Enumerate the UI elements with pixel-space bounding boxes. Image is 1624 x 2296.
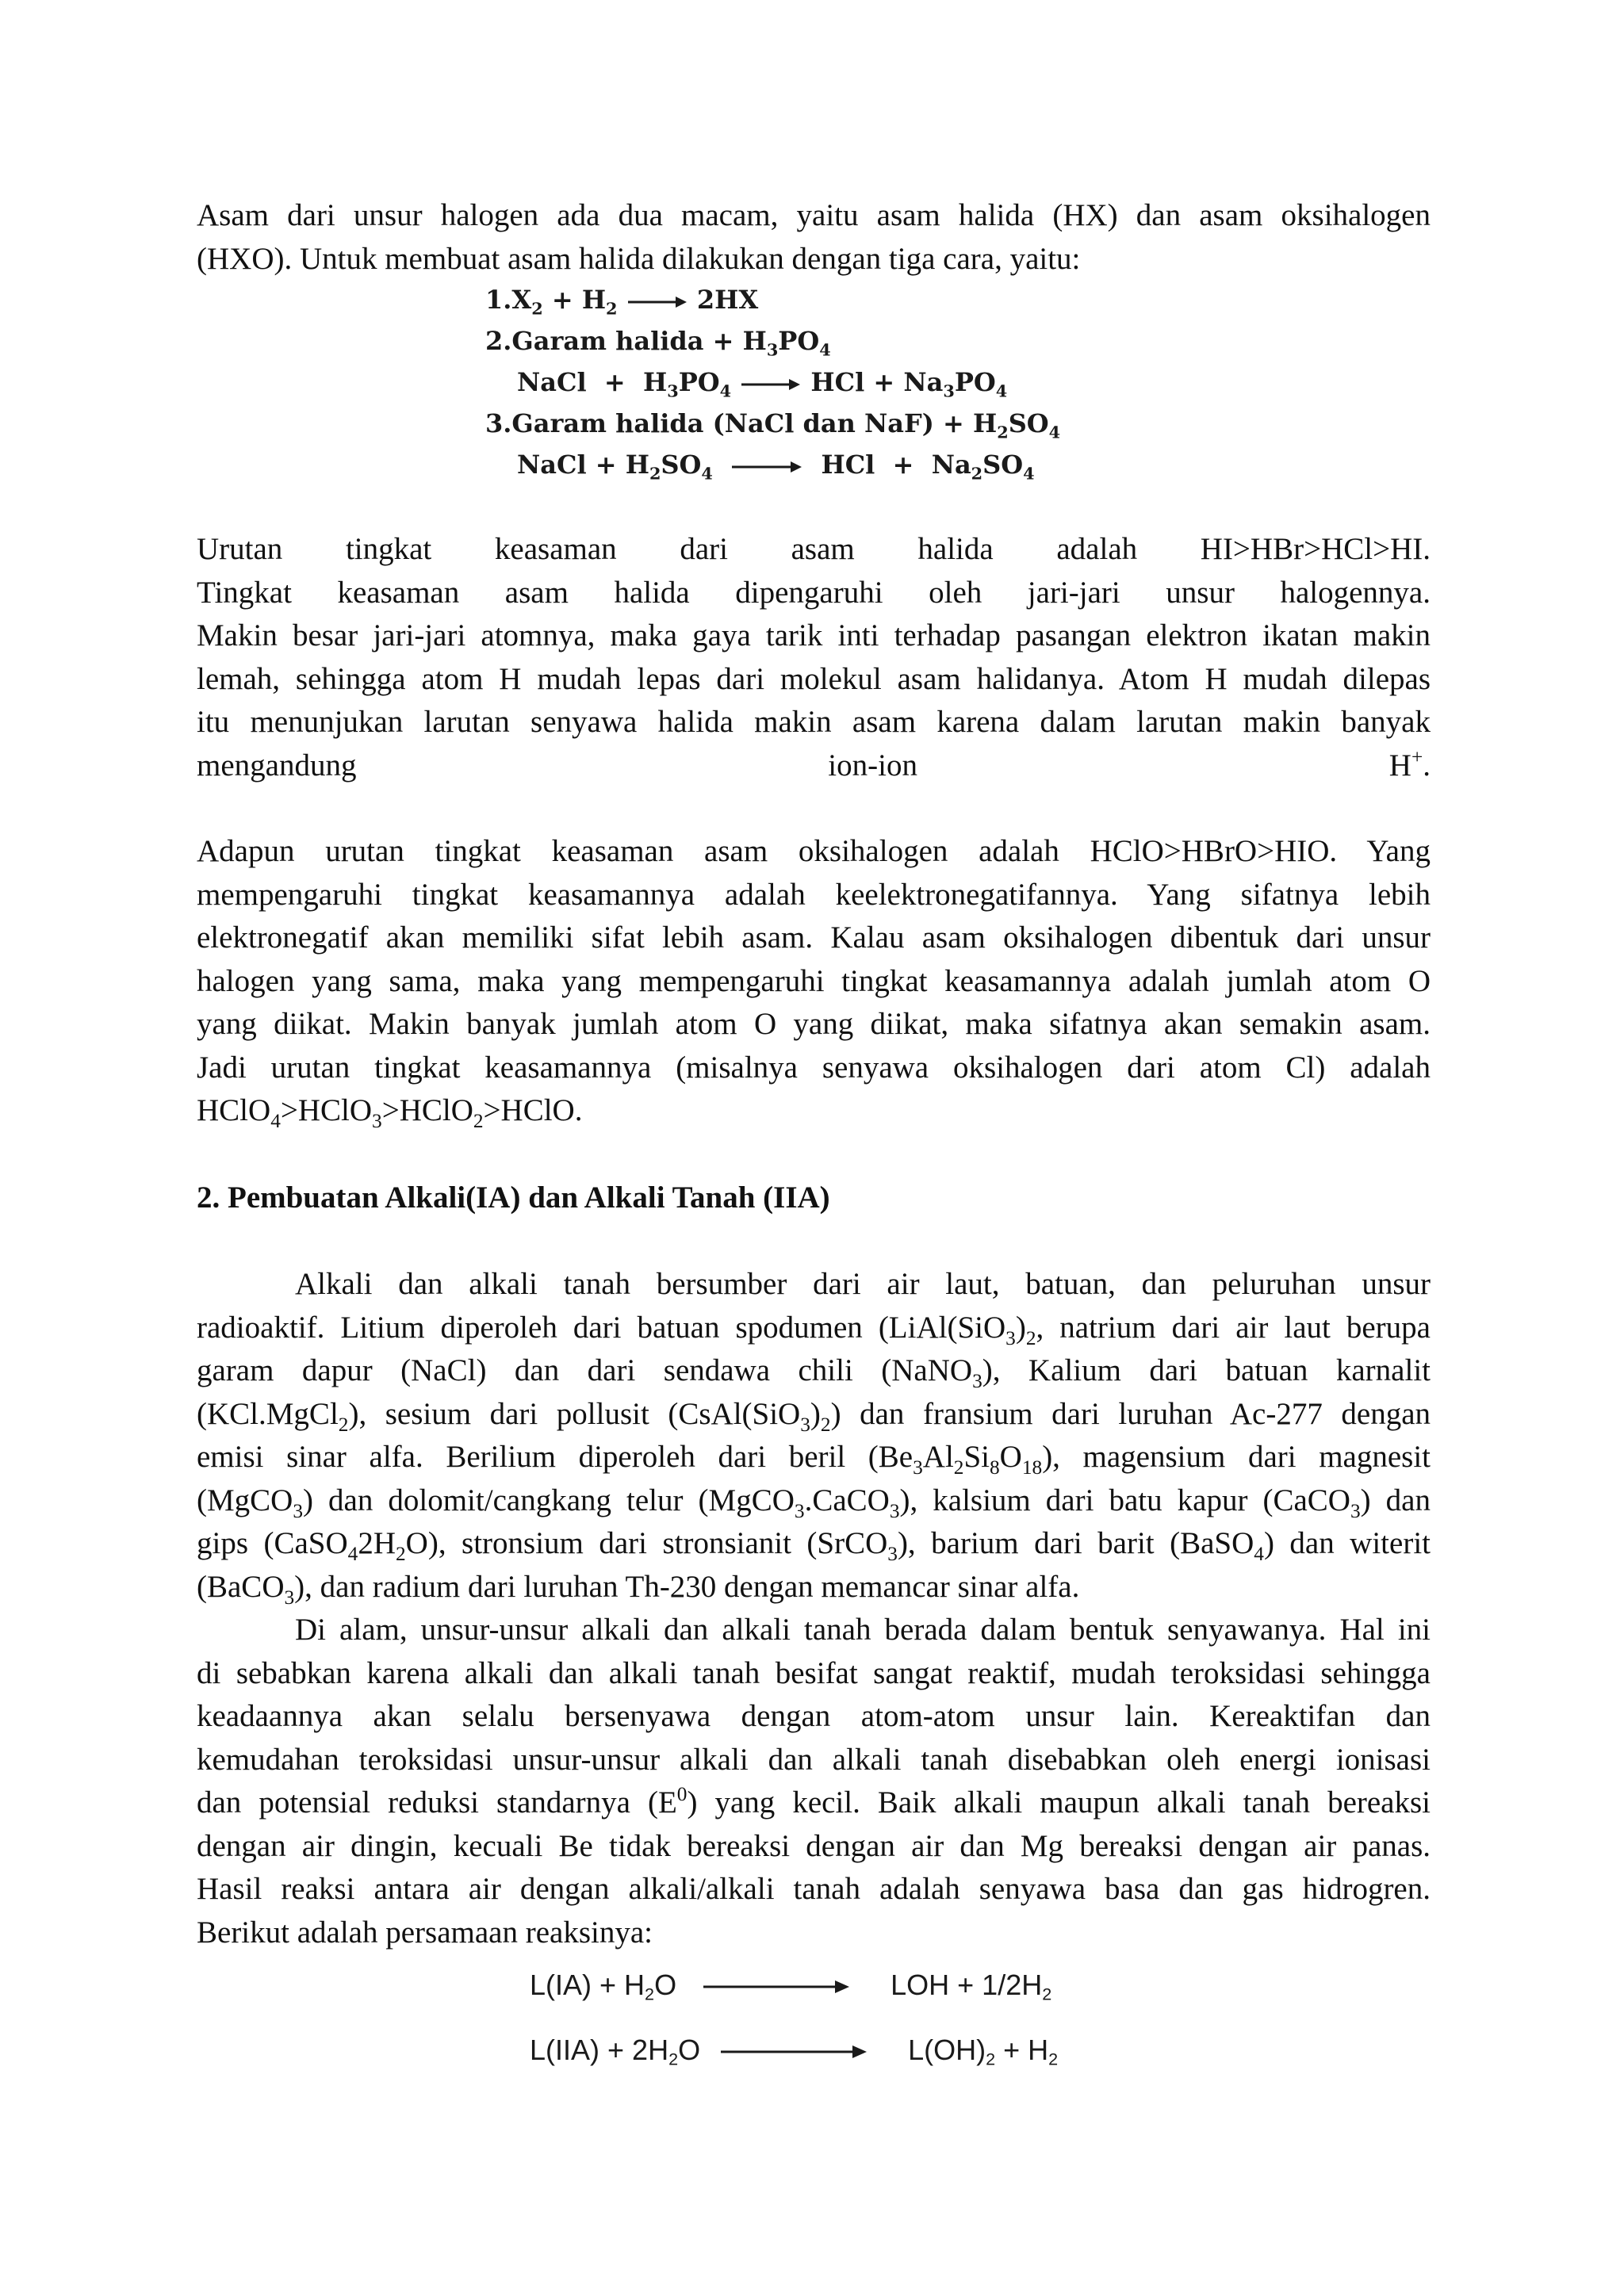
arrow-icon (702, 1977, 851, 1996)
text-segment: L(IA) + H (530, 1969, 645, 2001)
text-segment: dan fransium dari luruhan Ac-277 dengan (841, 1396, 1431, 1431)
text-segment: ) dan (1360, 1483, 1431, 1517)
alkali-1-line-4: (KCl.MgCl$_2$), sesium dari pollusit $(CsAl(SiO_3)_2)$ dan fransium dari luruhan Ac-277 dengan (197, 1396, 1431, 1436)
intro-line-1: Asam dari unsur halogen ada dua macam, yaitu asam halida (HX) dan asam oksihalogen (197, 198, 1431, 232)
section-heading-container (197, 1177, 1431, 1219)
oksi-line-7: HClO$_4$>HClO$_3$>HClO$_2$>HClO. (197, 1093, 583, 1132)
alkali-1-line-3: garam dapur (NaCl) dan dari sendawa chili (NaNO$_3$), Kalium dari batuan karnalit (197, 1353, 1431, 1392)
text-segment: .CaCO (804, 1483, 890, 1517)
alkali-2-line-7: Hasil reaksi antara air dengan alkali/alkali tanah adalah senyawa basa dan gas hidrogren. (197, 1872, 1431, 1906)
nacl-reactant-1: NaCl (517, 367, 587, 397)
h-period: . (1423, 748, 1431, 783)
halide-method-2: 2.Garam halida + $H_3PO_4$ (485, 326, 831, 360)
text-segment: ) yang kecil. Baik alkali maupun alkali tanah bereaksi (687, 1785, 1431, 1820)
text-segment: ), dan radium dari luruhan Th-230 dengan memancar sinar alfa. (294, 1569, 1080, 1604)
text-segment: ), kalsium dari batu kapur (CaCO (899, 1483, 1350, 1517)
method-2-label: 2.Garam halida + (485, 326, 743, 356)
section-heading: 2. Pembuatan Alkali(IA) dan Alkali Tanah (IIA) (197, 1181, 830, 1215)
hcl-product-1: HCl (810, 367, 865, 397)
hcl-product-2: HCl (821, 450, 875, 480)
intro-paragraph (197, 194, 1431, 281)
oksi-line-6: Jadi urutan tingkat keasamannya (misalnya senyawa oksihalogen dari atom Cl) adalah (197, 1050, 1431, 1085)
halida-acidity-paragraph (197, 528, 1431, 787)
h-charge: + (1411, 745, 1423, 768)
method-3-label: 3.Garam halida (NaCl dan NaF) + (485, 408, 973, 438)
text-segment: , natrium dari air laut berupa (1036, 1310, 1431, 1345)
arrow-icon (740, 377, 802, 392)
alkali-2-line-2: di sebabkan karena alkali dan alkali tanah besifat sangat reaktif, mudah teroksidasi sehingga (197, 1655, 1431, 1690)
text-segment: emisi sinar alfa. Berilium diperoleh dari beril (Be (197, 1440, 914, 1474)
reaction-1-reactants: L(IA) + H2O (530, 1969, 677, 2004)
word-h-plus (1388, 745, 1431, 783)
text-segment: 1/2H (982, 1969, 1043, 2001)
alkali-1-line-2: radioaktif. Litium diperoleh dari batuan spodumen ($LiAl(SiO_3)_2$, natrium dari air laut berupa (197, 1310, 1431, 1349)
halida-line-3: Makin besar jari-jari atomnya, maka gaya tarik inti terhadap pasangan elektron ikatan makin (197, 618, 1431, 652)
intro-line-2: (HXO). Untuk membuat asam halida dilakukan dengan tiga cara, yaitu: (197, 241, 1081, 276)
halida-line-1: Urutan tingkat keasaman dari asam halida adalah HI>HBr>HCl>HI. (197, 532, 1431, 566)
halide-method-3-equation: NaCl + $H_2SO_4$ HCl + $Na_2SO_4$ (517, 450, 1035, 484)
arrow-icon (730, 459, 803, 475)
reaction-2-reactants: L(IIA) + 2H2O (530, 2034, 701, 2069)
oksi-line-4: halogen yang sama, maka yang mempengaruhi tingkat keasamannya adalah jumlah atom O (197, 963, 1431, 998)
alkali-sources-paragraph (197, 1263, 1431, 1609)
h-base: H (1388, 748, 1411, 783)
alkali-2-line-8: Berikut adalah persamaan reaksinya: (197, 1915, 653, 1950)
oksi-line-3: elektronegatif akan memiliki sifat lebih asam. Kalau asam oksihalogen dibentuk dari unsur (197, 920, 1431, 955)
text-segment: ), Kalium dari batuan karnalit (982, 1353, 1431, 1387)
halida-line-4: lemah, sehingga atom H mudah lepas dari molekul asam halidanya. Atom H mudah dilepas (197, 661, 1431, 696)
alkali-2-line-5: dan potensial reduksi standarnya $(E^0)$ yang kecil. Baik alkali maupun alkali tanah bereaksi (197, 1782, 1431, 1820)
text-segment: gips (CaSO (197, 1526, 348, 1560)
word-ion-ion: ion-ion (828, 748, 917, 783)
halide-method-2-equation: NaCl + $H_3PO_4$ HCl + $Na_3PO_4$ (517, 367, 1008, 401)
text-segment: ), barium dari barit (BaSO (897, 1526, 1254, 1560)
text-segment: ), sesium dari pollusit (CsAl(SiO (348, 1396, 801, 1431)
text-segment: L(IIA) + 2H (530, 2034, 669, 2066)
halida-line-5: itu menunjukan larutan senyawa halida makin asam karena dalam larutan makin banyak (197, 705, 1431, 739)
alkali-1-line-1: Alkali dan alkali tanah bersumber dari air laut, batuan, dan peluruhan unsur (295, 1267, 1431, 1301)
method-1-number: 1. (485, 285, 512, 315)
arrow-icon (719, 2042, 868, 2061)
oksi-line-2: mempengaruhi tingkat keasamannya adalah keelektronegatifannya. Yang sifatnya lebih (197, 877, 1431, 912)
oksi-line-1: Adapun urutan tingkat keasaman asam oksihalogen adalah HClO>HBrO>HIO. Yang (197, 834, 1431, 868)
alkali-2-line-4: kemudahan teroksidasi unsur-unsur alkali dan alkali tanah disebabkan oleh energi ionisasi (197, 1742, 1431, 1777)
text-segment: garam dapur (NaCl) dan dari sendawa chili (NaNO (197, 1353, 973, 1387)
text-segment: ) dan dolomit/cangkang telur (MgCO (303, 1483, 795, 1517)
alkali-2-line-1: Di alam, unsur-unsur alkali dan alkali tanah berada dalam bentuk senyawanya. Hal ini (295, 1613, 1431, 1647)
alkali-1-line-8: (BaCO$_3$), dan radium dari luruhan Th-230 dengan memancar sinar alfa. (197, 1569, 1080, 1609)
text-segment: (BaCO (197, 1569, 285, 1604)
reaction-2-products: L(OH)2 + H2 (908, 2034, 1059, 2069)
reaction-1-products: LOH + 1/2H2 (891, 1969, 1052, 2004)
text-segment: dan potensial reduksi standarnya (E (197, 1785, 677, 1820)
oksihalogen-paragraph (197, 830, 1431, 1133)
text-segment: L(OH) (908, 2034, 986, 2066)
text-segment: (KCl.MgCl (197, 1396, 339, 1431)
alkali-2-line-6: dengan air dingin, kecuali Be tidak bereaksi dengan air dan Mg bereaksi dengan air panas. (197, 1828, 1431, 1863)
text-segment: LOH + (891, 1969, 982, 2001)
text-segment: + H (995, 2034, 1049, 2066)
reaction-2 (530, 2026, 1058, 2083)
arrow-icon (626, 294, 688, 310)
nacl-reactant-2: NaCl (517, 450, 587, 480)
text-segment: ), magensium dari magnesit (1042, 1440, 1431, 1474)
oksi-line-5: yang diikat. Makin banyak jumlah atom O yang diikat, maka sifatnya akan semakin asam. (197, 1007, 1431, 1041)
halide-method-1: $1.X_2 + H_2$ 2HX (485, 285, 759, 319)
word-mengandung: mengandung (197, 748, 357, 783)
alkali-1-line-6: (MgCO$_3$) dan dolomit/cangkang telur (MgCO$_3$.CaCO$_3$), kalsium dari batu kapur (CaCO$_3$) dan (197, 1483, 1431, 1522)
reaction-1 (530, 1961, 1051, 2018)
halida-line-6 (197, 744, 1431, 788)
text-segment: (MgCO (197, 1483, 293, 1517)
halide-method-3: 3.Garam halida (NaCl dan $NaF) + H_2SO_4$ (485, 408, 1061, 442)
halida-line-2: Tingkat keasaman asam halida dipengaruhi oleh jari-jari unsur halogennya. (197, 575, 1431, 610)
text-segment: ) dan witerit (1263, 1526, 1431, 1560)
alkali-reactivity-paragraph (197, 1609, 1431, 1954)
text-segment: radioaktif. Litium diperoleh dari batuan spodumen (LiAl(SiO (197, 1310, 1006, 1345)
alkali-1-line-7: gips $(CaSO_42H_2O)$, stronsium dari stronsianit (SrCO$_3$), barium dari barit (BaSO$_4$) dan witerit (197, 1526, 1431, 1565)
alkali-1-line-5: emisi sinar alfa. Berilium diperoleh dari beril $(Be_3Al_2Si_8O_{18})$, magensium dari magnesit (197, 1440, 1431, 1479)
text-segment: ), stronsium dari stronsianit (SrCO (427, 1526, 888, 1560)
alkali-2-line-3: keadaannya akan selalu bersenyawa dengan atom-atom unsur lain. Kereaktifan dan (197, 1699, 1431, 1733)
